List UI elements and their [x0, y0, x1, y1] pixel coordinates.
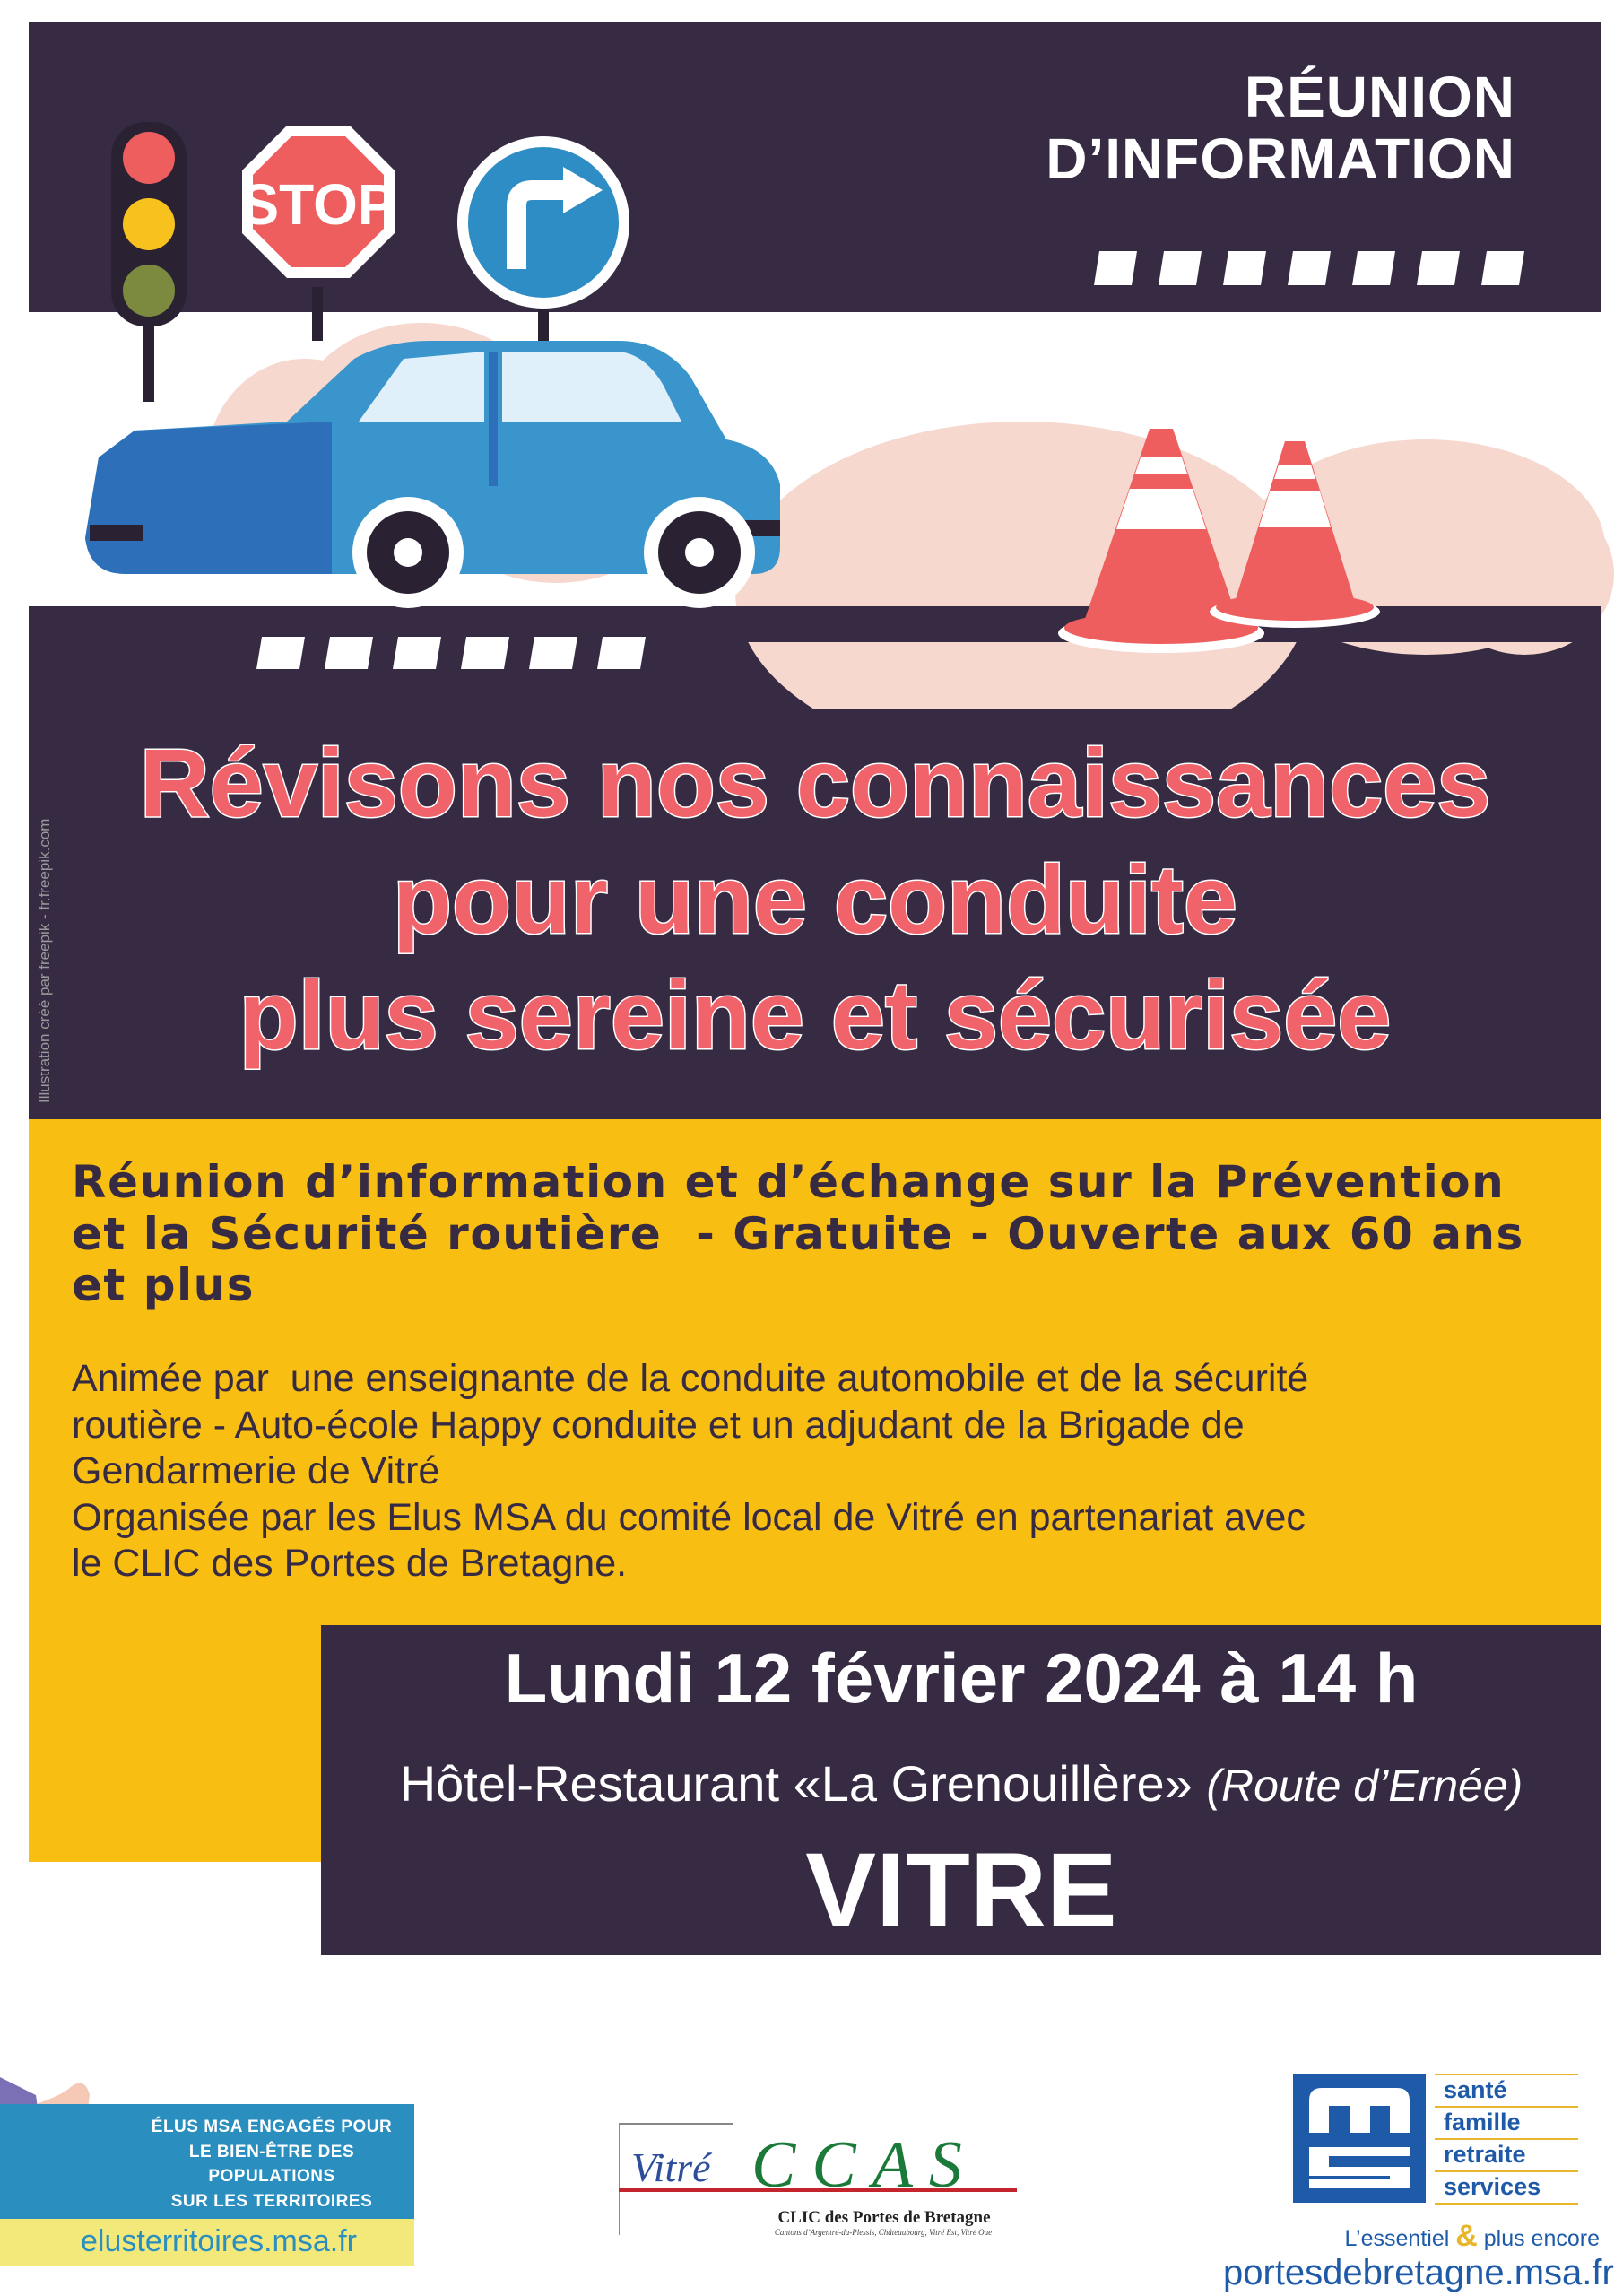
event-city: VITRE: [805, 1831, 1117, 1950]
meeting-type-title: [888, 66, 1515, 190]
stop-sign-icon: [240, 126, 395, 341]
elus-url-link[interactable]: elusterritoires.msa.fr: [81, 2224, 357, 2258]
event-date: Lundi 12 février 2024 à 14 h: [504, 1639, 1419, 1718]
msa-tagline-ampersand: &: [1455, 2219, 1478, 2253]
elus-slogan-line1: ÉLUS MSA ENGAGÉS POUR: [151, 2118, 393, 2136]
details-text: [72, 1356, 1596, 1587]
details-line5: le CLIC des Portes de Bretagne.: [72, 1542, 628, 1586]
details-line1: Animée par une enseignante de la conduite automobile et de la sécurité: [72, 1357, 1309, 1400]
headline-line1: Révisons nos connaissances: [139, 728, 1491, 837]
msa-logo-icon: [1293, 2074, 1426, 2203]
details-line3: Gendarmerie de Vitré: [72, 1449, 440, 1493]
intro-text: [72, 1157, 1596, 1312]
msa-service-item: santé: [1435, 2074, 1578, 2106]
header-dashes: [1094, 251, 1524, 285]
elus-slogan-line2: LE BIEN-ÊTRE DES POPULATIONS: [188, 2142, 355, 2187]
msa-service-item: services: [1435, 2170, 1578, 2205]
msa-tagline: [1223, 2219, 1600, 2254]
details-line2: routière - Auto-école Happy conduite et un adjudant de la Brigade de: [72, 1403, 1245, 1447]
ccas-logo: CCAS: [751, 2128, 978, 2202]
ccas-cantons: Cantons d’Argentré-du-Plessis, Châteaubourg, Vitré Est, Vitré Oue: [774, 2228, 993, 2237]
msa-service-item: retraite: [1435, 2138, 1578, 2170]
headline: [29, 725, 1601, 1074]
msa-tagline-part2: plus encore: [1483, 2226, 1600, 2251]
headline-line2: pour une conduite: [393, 844, 1237, 953]
elus-slogan: [135, 2115, 409, 2213]
svg-text:STOP: STOP: [240, 172, 396, 237]
headline-line3: plus sereine et sécurisée: [239, 961, 1392, 1070]
venue-name: Hôtel-Restaurant «La Grenouillère»: [399, 1755, 1193, 1812]
ccas-vitre-label: Vitré: [631, 2144, 711, 2190]
intro-line3: et plus: [72, 1259, 256, 1311]
venue-note: (Route d’Ernée): [1206, 1761, 1523, 1811]
msa-tagline-part1: L’essentiel: [1344, 2226, 1450, 2251]
illustration-credit: Illustration créé par freepik - fr.freepik.com: [36, 818, 53, 1103]
details-line4: Organisée par les Elus MSA du comité local de Vitré en partenariat avec: [72, 1495, 1306, 1539]
intro-line2: et la Sécurité routière - Gratuite - Ouverte aux 60 ans: [72, 1207, 1524, 1260]
msa-services-list: [1435, 2074, 1578, 2205]
msa-service-item: famille: [1435, 2106, 1578, 2138]
intro-line1: Réunion d’information et d’échange sur la Prévention: [72, 1156, 1506, 1208]
ccas-subtitle: CLIC des Portes de Bretagne: [777, 2208, 991, 2227]
msa-url-link[interactable]: portesdebretagne.msa.fr: [1223, 2253, 1614, 2292]
meeting-type-line1: RÉUNION: [1244, 65, 1515, 129]
meeting-type-line2: D’INFORMATION: [1046, 126, 1515, 192]
event-venue: [321, 1754, 1601, 1813]
elus-slogan-line3: SUR LES TERRITOIRES: [170, 2191, 373, 2211]
